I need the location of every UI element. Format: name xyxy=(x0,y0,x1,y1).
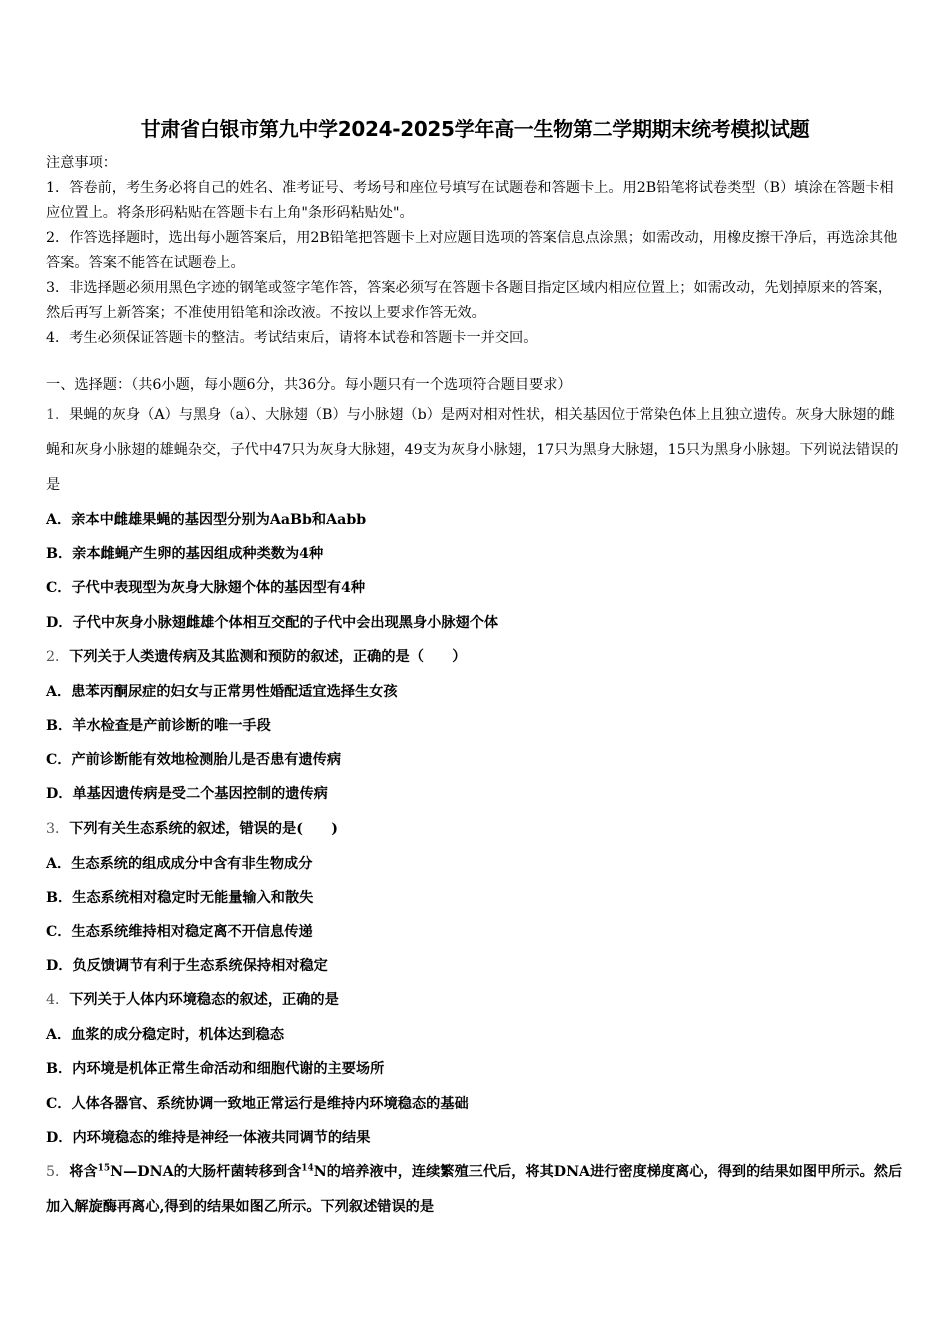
question-number: 2． xyxy=(46,648,70,665)
question-stem xyxy=(46,1155,904,1225)
question-stem xyxy=(46,812,904,847)
question-text: 下列关于人类遗传病及其监测和预防的叙述，正确的是（ ） xyxy=(69,648,467,665)
notice-item: 2．作答选择题时，选出每小题答案后，用2B铅笔把答题卡上对应题目选项的答案信息点涂黑；如需改动，用橡皮擦干净后，再选涂其他答案。答案不能答在试题卷上。 xyxy=(46,230,898,271)
option-c: C．生态系统维持相对稳定离不开信息传递 xyxy=(46,923,313,940)
isotope-superscript: 15 xyxy=(97,1163,111,1174)
question-stem xyxy=(46,983,904,1018)
option-a: A．血浆的成分稳定时，机体达到稳态 xyxy=(46,1027,285,1044)
option-b: B．亲本雌蝇产生卵的基因组成种类数为4种 xyxy=(46,546,324,563)
question-list xyxy=(46,373,904,1225)
question-stem xyxy=(46,640,904,675)
question-number: 4． xyxy=(46,992,70,1009)
notice-item: 3．非选择题必须用黑色字迹的钢笔或签字笔作答，答案必须写在答题卡各题目指定区域内相应位置上；如需改动，先划掉原来的答案，然后再写上新答案；不准使用铅笔和涂改液。不按以上要求作答无效。 xyxy=(46,280,893,321)
notice-block xyxy=(46,151,904,351)
question-text: 下列关于人体内环境稳态的叙述，正确的是 xyxy=(69,992,339,1009)
section-heading: 一、选择题：（共6小题，每小题6分，共36分。每小题只有一个选项符合题目要求） xyxy=(46,377,572,393)
option-d: D．单基因遗传病是受二个基因控制的遗传病 xyxy=(46,786,328,803)
option-d: D．内环境稳态的维持是神经一体液共同调节的结果 xyxy=(46,1129,371,1146)
notice-item: 1．答卷前，考生务必将自己的姓名、准考证号、考场号和座位号填写在试题卷和答题卡上。用2B铅笔将试卷类型（B）填涂在答题卡相应位置上。将条形码粘贴在答题卡右上角"条形码粘贴处"。 xyxy=(46,180,894,221)
question-text: 果蝇的灰身（A）与黑身（a）、大脉翅（B）与小脉翅（b）是两对相对性状，相关基因位于常染色体上且独立遗传。灰身大脉翅的雌蝇和灰身小脉翅的雄蝇杂交，子代中47只为灰身大脉翅，49支为灰身小脉翅，17只为黑身大脉翅，15只为黑身小脉翅。下列说法错误的是 xyxy=(46,407,899,493)
question-stem xyxy=(46,398,904,503)
question-text-part: N—DNA的大肠杆菌转移到含 xyxy=(110,1164,302,1180)
option-b: B．生态系统相对稳定时无能量输入和散失 xyxy=(46,889,314,906)
question-text: 下列有关生态系统的叙述，错误的是( ) xyxy=(69,820,339,837)
option-b: B．内环境是机体正常生命活动和细胞代谢的主要场所 xyxy=(46,1061,385,1078)
question-number: 5． xyxy=(46,1164,70,1180)
option-b: B．羊水检查是产前诊断的唯一手段 xyxy=(46,717,271,734)
option-a: A．亲本中雌雄果蝇的基因型分别为AaBb和Aabb xyxy=(46,512,367,528)
option-d: D．负反馈调节有利于生态系统保持相对稳定 xyxy=(46,958,328,975)
option-c: C．产前诊断能有效地检测胎儿是否患有遗传病 xyxy=(46,752,342,769)
notice-item: 4．考生必须保证答题卡的整洁。考试结束后，请将本试卷和答题卡一并交回。 xyxy=(46,330,538,346)
option-c: C．人体各器官、系统协调一致地正常运行是维持内环境稳态的基础 xyxy=(46,1095,469,1112)
question-number: 3． xyxy=(46,820,70,837)
option-d: D．子代中灰身小脉翅雌雄个体相互交配的子代中会出现黑身小脉翅个体 xyxy=(46,614,499,631)
exam-title: 甘肃省白银市第九中学2024-2025学年高一生物第二学期期末统考模拟试题 xyxy=(140,117,810,141)
option-a: A．患苯丙酮尿症的妇女与正常男性婚配适宜选择生女孩 xyxy=(46,683,398,700)
notice-heading: 注意事项： xyxy=(46,155,117,171)
question-text-part: 将含 xyxy=(69,1164,98,1180)
question-text-part: N的培养液中，连续繁殖三代后，将其DNA进行密度梯度离心，得到的结果如图甲所示。然后加入解旋酶再离心,得到的结果如图乙所示。下列叙述错误的是 xyxy=(46,1164,903,1215)
option-c: C．子代中表现型为灰身大脉翅个体的基因型有4种 xyxy=(46,580,366,597)
option-a: A．生态系统的组成成分中含有非生物成分 xyxy=(46,855,313,872)
question-number: 1． xyxy=(46,407,70,423)
isotope-superscript: 14 xyxy=(301,1163,314,1174)
